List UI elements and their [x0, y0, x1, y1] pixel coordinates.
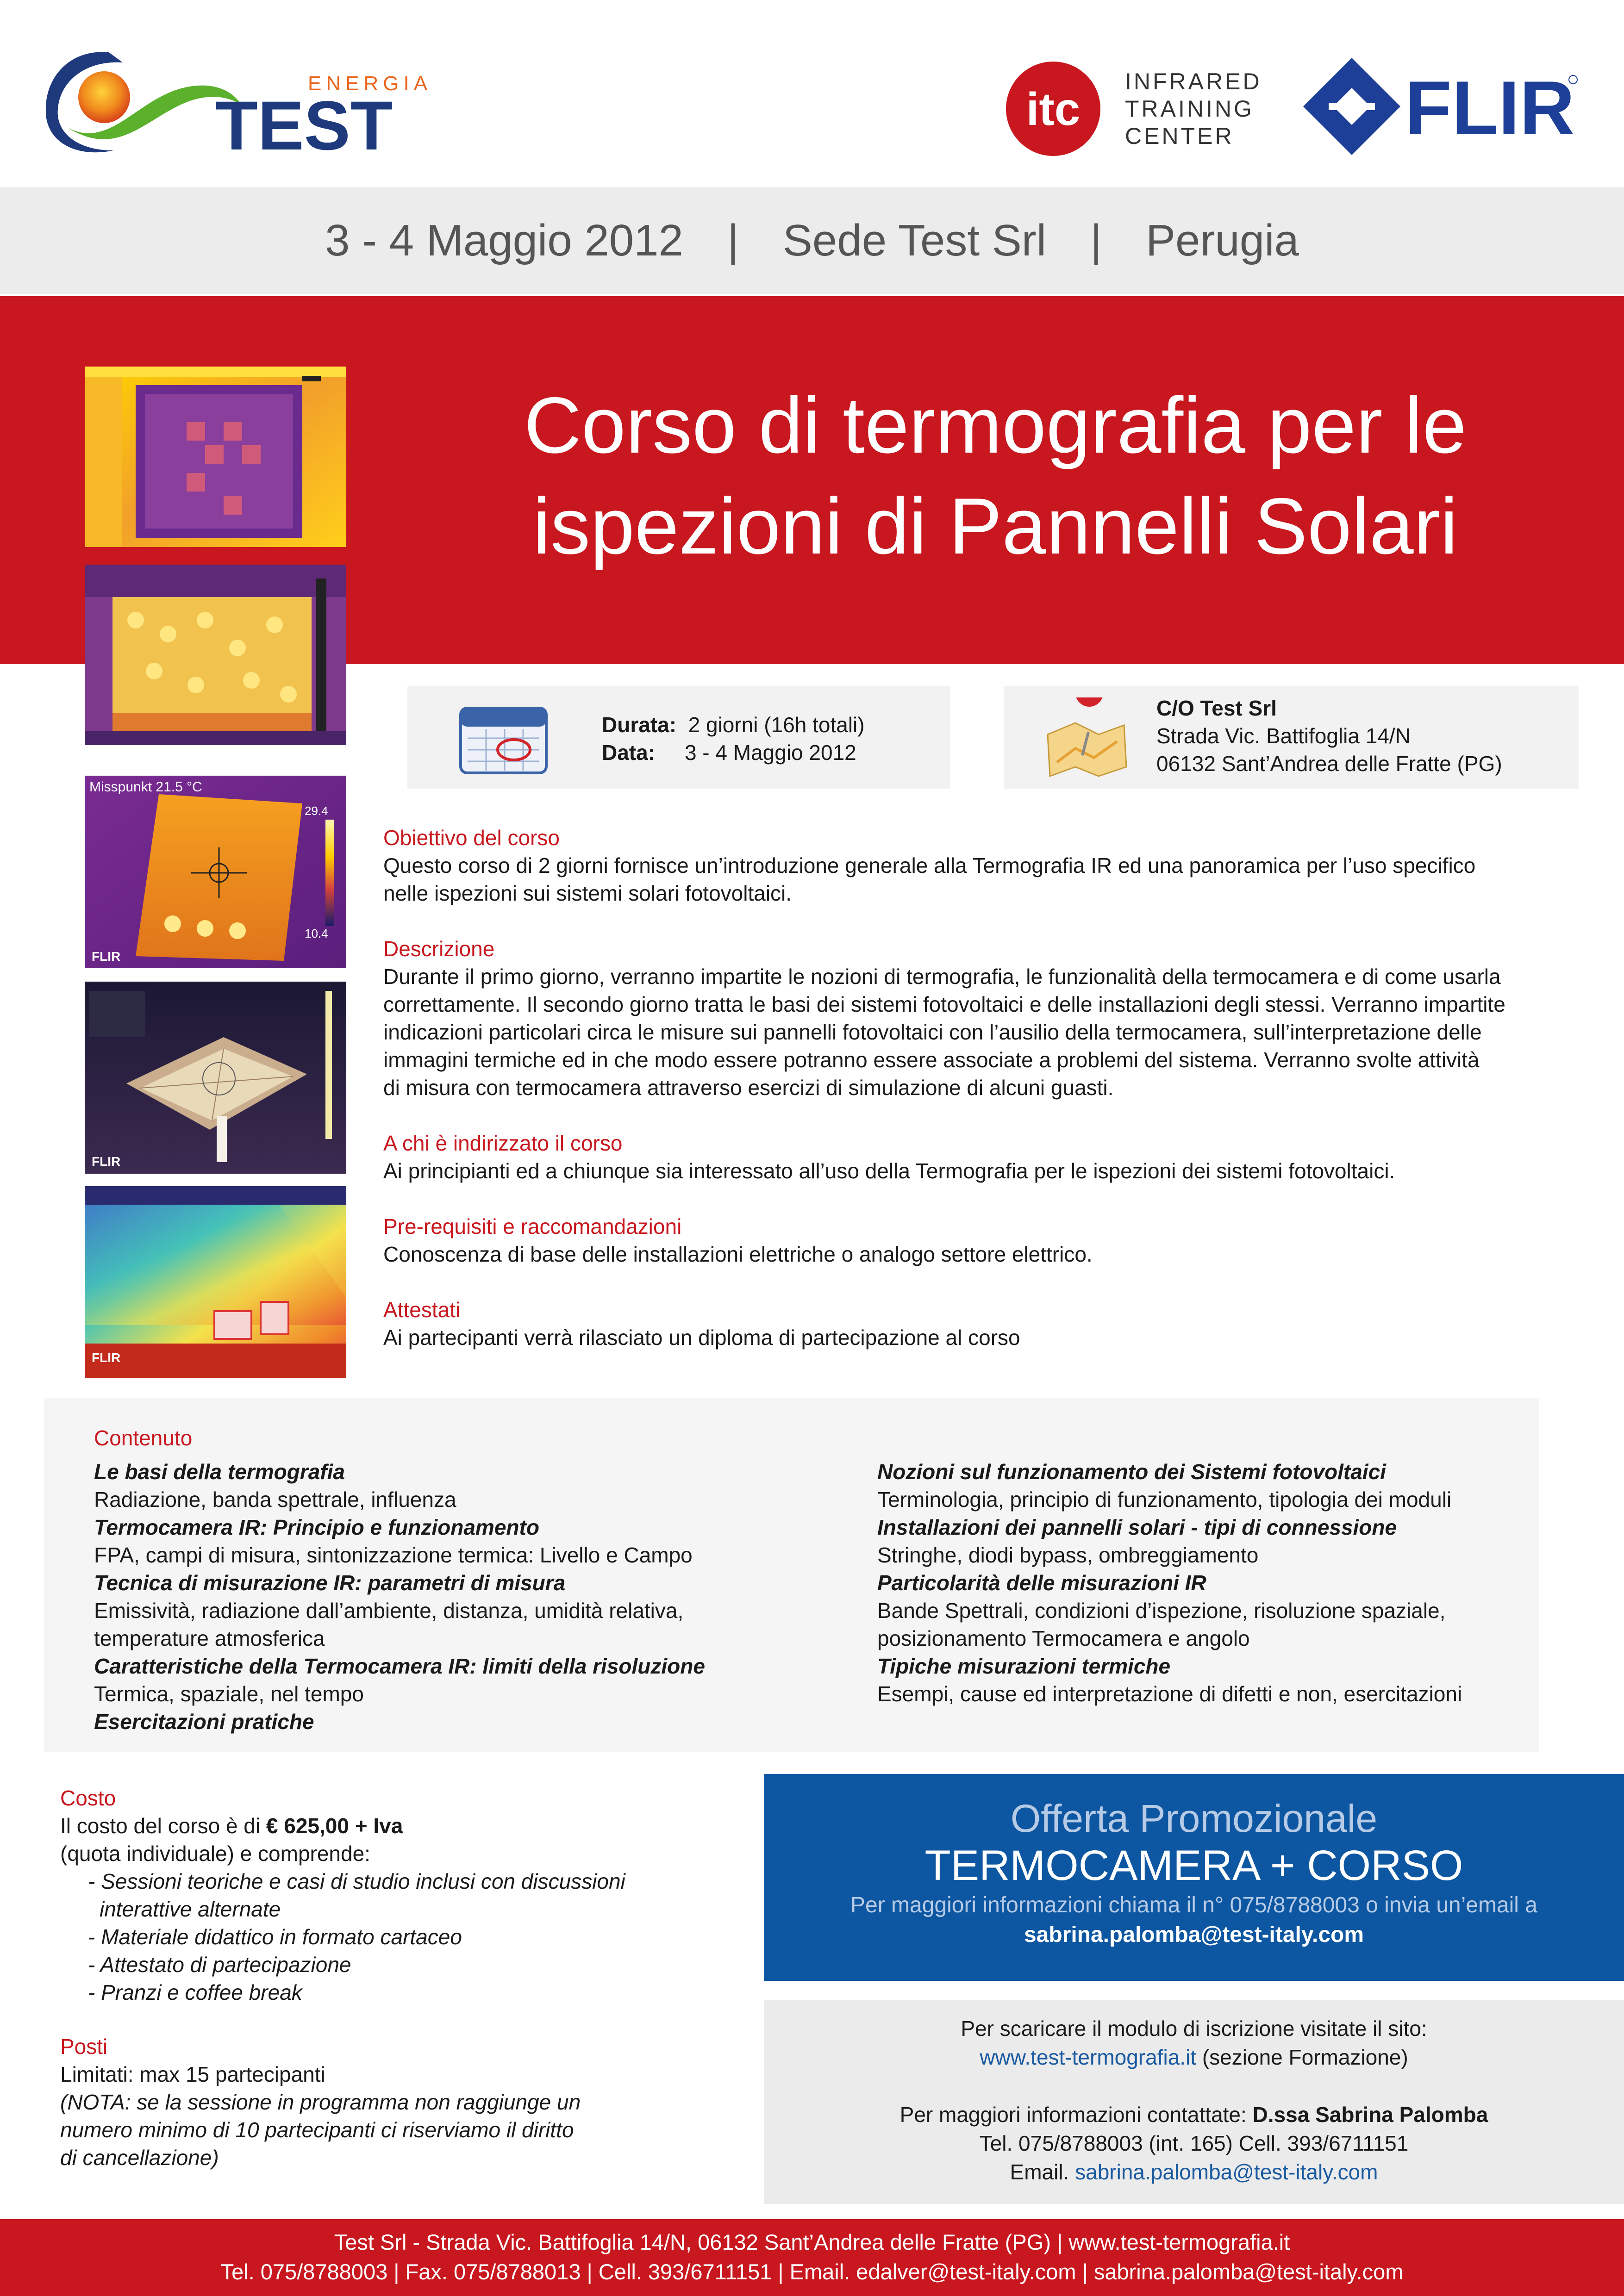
section-line: indicazioni particolari circa le misure sui pannelli fotovoltaici con l’ausilio della termocamera, sull’interpretazione delle: [383, 1020, 1482, 1044]
section-audience: [383, 1129, 1605, 1185]
topic-text: FPA, campi di misura, sintonizzazione termica: Livello e Campo: [94, 1543, 693, 1567]
cost-intro-line: [60, 1812, 745, 1840]
course-title: [398, 375, 1593, 577]
itc-line-3: CENTER: [1125, 123, 1234, 149]
topic-title: Tipiche misurazioni termiche: [877, 1654, 1171, 1678]
seats-note-line: di cancellazione): [60, 2146, 219, 2170]
scale-max: 29.4: [305, 804, 328, 818]
test-brand-text: TEST: [215, 87, 393, 164]
section-certificates: [383, 1296, 1605, 1351]
place-street: Strada Vic. Battifoglia 14/N: [1156, 724, 1411, 748]
itc-line-1: INFRARED: [1125, 68, 1262, 94]
course-sections: [383, 824, 1605, 1351]
topic-title: Le basi della termografia: [94, 1460, 345, 1484]
course-title-line-2: ispezioni di Pannelli Solari: [532, 482, 1458, 571]
event-date: 3 - 4 Maggio 2012: [325, 216, 683, 265]
section-line: correttamente. Il secondo giorno tratta le basi dei sistemi fotovoltaici e delle installazioni degli stessi. Verranno impartite: [383, 992, 1505, 1016]
topic-text: posizionamento Termocamera e angolo: [877, 1626, 1250, 1650]
flir-watermark: FLIR: [92, 1350, 121, 1365]
durata-row: [602, 711, 865, 739]
course-dates-box: [407, 686, 950, 789]
scale-min: 10.4: [305, 927, 328, 940]
content-heading: Contenuto: [94, 1426, 193, 1450]
place-name: C/O Test Srl: [1156, 696, 1277, 720]
cost-item: - Materiale didattico in formato cartaceo: [88, 1925, 462, 1949]
section-line: Durante il primo giorno, verranno impartite le nozioni di termografia, le funzionalità della termocamera e di come usarla: [383, 964, 1501, 989]
contact-prefix: Per maggiori informazioni contattate:: [899, 2103, 1253, 2127]
seats-note-line: (NOTA: se la sessione in programma non raggiunge un: [60, 2090, 581, 2114]
footer-address: Test Srl - Strada Vic. Battifoglia 14/N, 06132 Sant’Andrea delle Fratte (PG) | www.test-termografia.it: [334, 2230, 1290, 2254]
section-prerequisites: [383, 1213, 1605, 1268]
topic-title: Particolarità delle misurazioni IR: [877, 1571, 1206, 1595]
course-location-box: [1004, 686, 1579, 789]
topic-title: Termocamera IR: Principio e funzionamento: [94, 1515, 539, 1539]
separator: |: [1090, 216, 1102, 265]
itc-badge-text: itc: [1026, 83, 1081, 135]
registration-box: [764, 2000, 1624, 2204]
section-heading: Pre-requisiti e raccomandazioni: [383, 1214, 682, 1238]
contact-email-line: [764, 2158, 1624, 2186]
registration-site-line: [764, 2043, 1624, 2072]
contact-phones: Tel. 075/8788003 (int. 165) Cell. 393/6711151: [979, 2131, 1409, 2155]
section-heading: Descrizione: [383, 937, 495, 961]
seats-note-line: numero minimo di 10 partecipanti ci riserviamo il diritto: [60, 2118, 574, 2142]
flir-watermark: FLIR: [92, 1154, 121, 1169]
section-description: [383, 935, 1605, 1101]
section-heading: Attestati: [383, 1298, 461, 1322]
section-line: di misura con termocamera attraverso esercizi di simulazione di alcuni guasti.: [383, 1076, 1114, 1100]
content-right-column: [877, 1458, 1525, 1708]
cost-item: - Sessioni teoriche e casi di studio inclusi con discussioni: [88, 1869, 625, 1893]
durata-label: Durata:: [602, 713, 677, 737]
data-row: [602, 739, 865, 766]
email-prefix: Email.: [1010, 2160, 1075, 2184]
flir-logo: [1301, 56, 1579, 157]
topic-title: Nozioni sul funzionamento dei Sistemi fotovoltaici: [877, 1460, 1386, 1484]
footer: [0, 2219, 1624, 2296]
topic-text: Stringhe, diodi bypass, ombreggiamento: [877, 1543, 1259, 1567]
data-label: Data:: [602, 740, 656, 765]
event-venue: Sede Test Srl: [782, 216, 1047, 265]
topic-title: Installazioni dei pannelli solari - tipi di connessione: [877, 1515, 1397, 1539]
cost-intro: Il costo del corso è di: [60, 1814, 266, 1838]
cost-section: [60, 1784, 745, 2006]
section-line: nelle ispezioni sui sistemi solari fotovoltaici.: [383, 881, 792, 905]
thermal-image-panel-4: [85, 982, 346, 1174]
promo-info: Per maggiori informazioni chiama il n° 075/8788003 o invia un’email a: [850, 1893, 1537, 1917]
topic-text: temperature atmosferica: [94, 1626, 325, 1650]
thermal-image-panel-3: [85, 776, 346, 968]
footer-contacts: Tel. 075/8788003 | Fax. 075/8788013 | Cell. 393/6711151 | Email. edalver@test-italy.com | sabrina.palomba@test-italy.com: [220, 2259, 1404, 2284]
thermal-image-panel-2: [85, 565, 346, 745]
seats-heading: Posti: [60, 2035, 108, 2059]
section-line: Questo corso di 2 giorni fornisce un’introduzione generale alla Termografia IR ed una panoramica per l’uso specifico: [383, 853, 1476, 877]
section-line: Ai principianti ed a chiunque sia interessato all’uso della Termografia per le ispezioni dei sistemi fotovoltaici.: [383, 1159, 1395, 1183]
course-title-line-1: Corso di termografia per le: [524, 381, 1467, 470]
registration-contact-line: [764, 2100, 1624, 2129]
cost-items-list: [60, 1867, 745, 2006]
seats-section: [60, 2033, 745, 2172]
section-line: immagini termiche ed in che modo essere potranno essere associate a problemi del sistema. Verranno svolte attività: [383, 1048, 1480, 1072]
event-city: Perugia: [1146, 216, 1299, 265]
registration-site-link[interactable]: www.test-termografia.it: [980, 2045, 1197, 2069]
content-left-column: [94, 1458, 858, 1736]
topic-title: Caratteristiche della Termocamera IR: limiti della risoluzione: [94, 1654, 705, 1678]
topic-text: Terminologia, principio di funzionamento, tipologia dei moduli: [877, 1487, 1452, 1512]
thermal-image-panel-5: [85, 1186, 346, 1378]
date-venue-band: [0, 187, 1624, 294]
flir-diamond-icon: [1303, 58, 1400, 155]
flir-watermark: FLIR: [92, 949, 121, 964]
thermal-image-panel-1: [85, 367, 346, 547]
topic-text: Emissività, radiazione dall’ambiente, distanza, umidità relativa,: [94, 1599, 684, 1623]
topic-text: Radiazione, banda spettrale, influenza: [94, 1487, 456, 1512]
topic-text: Termica, spaziale, nel tempo: [94, 1682, 364, 1706]
cost-item: - Attestato di partecipazione: [88, 1953, 351, 1977]
section-objective: [383, 824, 1605, 907]
topic-text: Bande Spettrali, condizioni d’ispezione, risoluzione spaziale,: [877, 1599, 1446, 1623]
cost-item: interattive alternate: [100, 1897, 281, 1921]
separator: |: [727, 216, 739, 265]
registration-site-suffix: (sezione Formazione): [1196, 2045, 1408, 2069]
section-line: Ai partecipanti verrà rilasciato un diploma di partecipazione al corso: [383, 1325, 1020, 1350]
promo-subtitle: TERMOCAMERA + CORSO: [924, 1842, 1463, 1889]
cost-price: € 625,00 + Iva: [266, 1814, 403, 1838]
content-box: [44, 1398, 1539, 1752]
thermal-readout: Misspunkt 21.5 °C: [89, 779, 202, 795]
map-pin-icon: [1038, 697, 1131, 781]
promo-title: Offerta Promozionale: [1010, 1797, 1378, 1840]
energia-text: ENERGIA: [308, 72, 432, 95]
topic-title: Esercitazioni pratiche: [94, 1710, 314, 1734]
data-value: 3 - 4 Maggio 2012: [684, 740, 856, 765]
itc-line-2: TRAINING: [1125, 96, 1254, 122]
promo-email-link[interactable]: sabrina.palomba@test-italy.com: [1024, 1923, 1364, 1947]
seats-limit: Limitati: max 15 partecipanti: [60, 2062, 325, 2086]
calendar-icon: [458, 703, 549, 775]
flir-text: FLIR: [1405, 65, 1575, 150]
cost-includes: (quota individuale) e comprende:: [60, 1842, 370, 1866]
contact-email-link[interactable]: sabrina.palomba@test-italy.com: [1075, 2160, 1378, 2184]
topic-title: Tecnica di misurazione IR: parametri di misura: [94, 1571, 566, 1595]
place-city: 06132 Sant’Andrea delle Fratte (PG): [1156, 752, 1502, 776]
section-heading: Obiettivo del corso: [383, 826, 560, 850]
promo-box: [764, 1774, 1624, 1981]
itc-logo: [1005, 60, 1264, 157]
contact-name: D.ssa Sabrina Palomba: [1252, 2103, 1488, 2127]
test-energia-logo: [39, 44, 465, 164]
durata-value: 2 giorni (16h totali): [688, 713, 865, 737]
section-line: Conoscenza di base delle installazioni elettriche o analogo settore elettrico.: [383, 1242, 1093, 1266]
section-heading: A chi è indirizzato il corso: [383, 1131, 623, 1155]
cost-item: - Pranzi e coffee break: [88, 1980, 302, 2004]
registration-intro: Per scaricare il modulo di iscrizione visitate il sito:: [961, 2016, 1427, 2041]
test-swoosh-icon: [39, 44, 465, 164]
cost-heading: Costo: [60, 1786, 116, 1810]
topic-text: Esempi, cause ed interpretazione di difetti e non, esercitazioni: [877, 1682, 1462, 1706]
